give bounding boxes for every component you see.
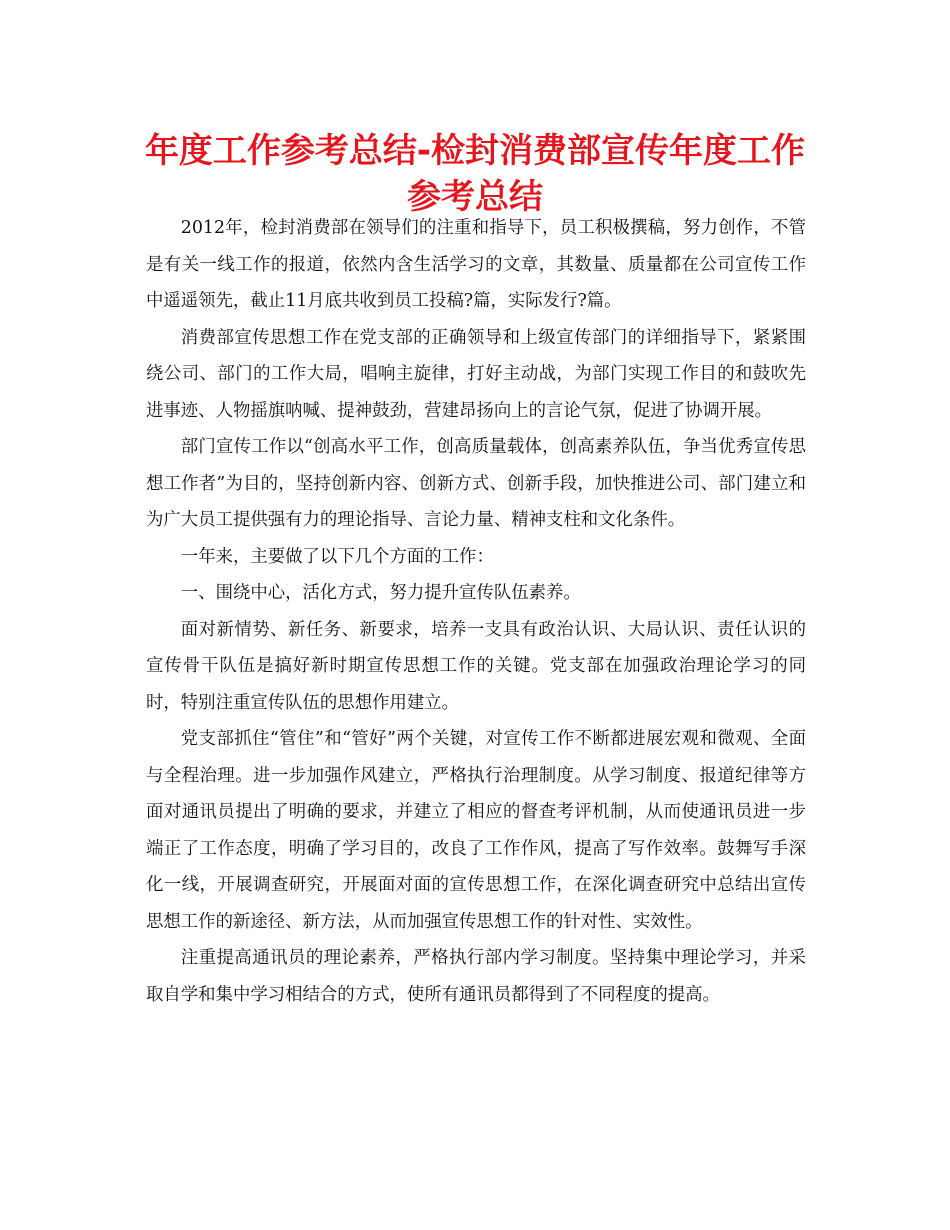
document-body [146, 210, 806, 1013]
paragraph-2: 消费部宣传思想工作在党支部的正确领导和上级宣传部门的详细指导下，紧紧围绕公司、部门的工作大局，唱响主旋律，打好主动战，为部门实现工作目的和鼓吹先进事迹、人物摇旗呐喊、提神鼓劲，营建昂扬向上的言论气氛，促进了协调开展。 [146, 327, 806, 421]
paragraph-4: 一年来，主要做了以下几个方面的工作： [180, 546, 494, 567]
paragraph-3: 部门宣传工作以“创高水平工作，创高质量载体，创高素养队伍，争当优秀宣传思想工作者”为目的，坚持创新内容、创新方式、创新手段，加快推进公司、部门建立和为广大员工提供强有力的理论指导、言论力量、精神支柱和文化条件。 [146, 437, 806, 530]
paragraph-7: 注重提高通讯员的理论素养，严格执行部内学习制度。坚持集中理论学习，并采取自学和集中学习相结合的方式，使所有通讯员都得到了不同程度的提高。 [146, 948, 806, 1005]
paragraph-5: 面对新情势、新任务、新要求，培养一支具有政治认识、大局认识、责任认识的宣传骨干队伍是搞好新时期宣传思想工作的关键。党支部在加强政治理论学习的同时，特别注重宣传队伍的思想作用建立。 [146, 619, 806, 713]
section-heading-1: 一、围绕中心，活化方式，努力提升宣传队伍素养。 [180, 583, 581, 603]
paragraph-1: 2012年，检封消费部在领导们的注重和指导下，员工积极撰稿，努力创作，不管是有关一线工作的报道，依然内含生活学习的文章，其数量、质量都在公司宣传工作中遥遥领先，截止11月底共收到员工投稿?篇，实际发行?篇。 [146, 218, 806, 311]
paragraph-6: 党支部抓住“管住”和“管好”两个关键，对宣传工作不断都进展宏观和微观、全面与全程治理。进一步加强作风建立，严格执行治理制度。从学习制度、报道纪律等方面对通讯员提出了明确的要求，并建立了相应的督查考评机制，从而使通讯员进一步端正了工作态度，明确了学习目的，改良了工作作风，提高了写作效率。鼓舞写手深化一线，开展调查研究，开展面对面的宣传思想工作，在深化调查研究中总结出宣传思想工作的新途径、新方法，从而加强宣传思想工作的针对性、实效性。 [146, 729, 806, 932]
document-title: 年度工作参考总结-检封消费部宣传年度工作参考总结 [144, 131, 806, 217]
